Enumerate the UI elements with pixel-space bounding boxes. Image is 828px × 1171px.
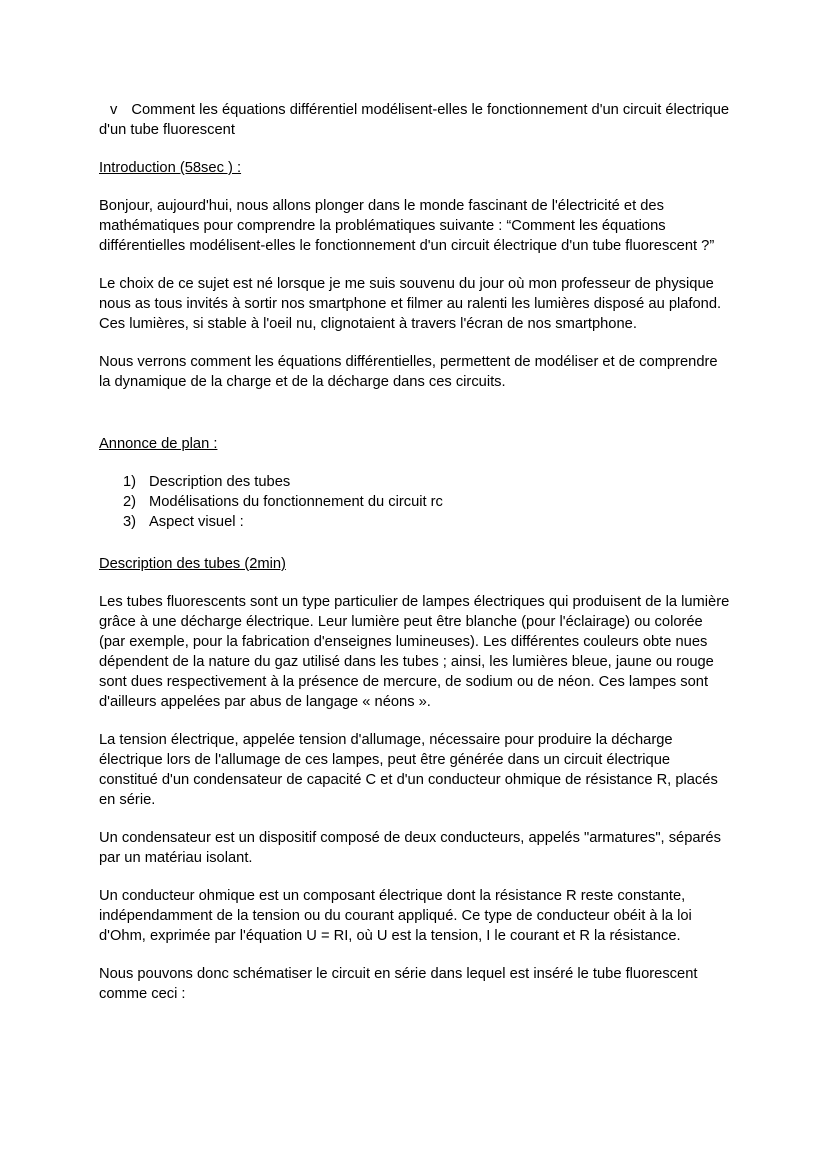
paragraph-intro-1: Bonjour, aujourd'hui, nous allons plonger dans le monde fascinant de l'électricité et des mathématiques pour comprendre la problématiques suivante : “Comment les équations différentielles modélisent-elles le fonctionnement d'un circuit électrique d'un tube fluorescent ?” bbox=[99, 198, 715, 254]
heading-introduction: Introduction (58sec ) : bbox=[99, 160, 242, 176]
paragraph-tubes-4: Un conducteur ohmique est un composant électrique dont la résistance R reste constante, indépendamment de la tension ou du courant appliqué. Ce type de conducteur obéit à la loi d'Ohm, exprimée par l'équation U = RI, où U est la tension, I le courant et R la résistance. bbox=[99, 888, 692, 944]
heading-description-tubes: Description des tubes (2min) bbox=[99, 556, 286, 572]
plan-item-label: Modélisations du fonctionnement du circuit rc bbox=[149, 494, 443, 510]
v-bullet-marker: v bbox=[110, 102, 118, 118]
opening-question bbox=[99, 100, 732, 140]
plan-list bbox=[99, 472, 732, 532]
paragraph-tubes-2: La tension électrique, appelée tension d'allumage, nécessaire pour produire la décharge électrique lors de l'allumage de ces lampes, peut être générée dans un circuit électrique constitué d'un condensateur de capacité C et d'un conducteur ohmique de résistance R, placés en série. bbox=[99, 732, 718, 808]
plan-item-number: 1) bbox=[123, 474, 137, 490]
plan-item-number: 2) bbox=[123, 494, 137, 510]
paragraph-tubes-1: Les tubes fluorescents sont un type particulier de lampes électriques qui produisent de la lumière grâce à une décharge électrique. Leur lumière peut être blanche (pour l'éclairage) ou colorée (par exemple, pour la fabrication d'enseignes lumineuses). Les différentes couleurs obte nues dépendent de la nature du gaz utilisé dans les tubes ; ainsi, les lumières bleue, jaune ou rouge sont dues respectivement à la présence de mercure, de sodium ou de néon. Ces lampes sont d'ailleurs appelées par abus de langage « néons ». bbox=[99, 594, 730, 710]
plan-list-item-1 bbox=[99, 472, 732, 492]
paragraph-intro-3: Nous verrons comment les équations différentielles, permettent de modéliser et de comprendre la dynamique de la charge et de la décharge dans ces circuits. bbox=[99, 354, 718, 390]
paragraph-tubes-5: Nous pouvons donc schématiser le circuit en série dans lequel est inséré le tube fluorescent comme ceci : bbox=[99, 966, 698, 1002]
plan-list-item-3 bbox=[99, 512, 732, 532]
paragraph-tubes-3: Un condensateur est un dispositif composé de deux conducteurs, appelés "armatures", séparés par un matériau isolant. bbox=[99, 830, 721, 866]
plan-list-item-2 bbox=[99, 492, 732, 512]
plan-item-label: Description des tubes bbox=[149, 474, 291, 490]
plan-item-number: 3) bbox=[123, 514, 137, 530]
plan-item-label: Aspect visuel : bbox=[149, 514, 244, 530]
heading-plan: Annonce de plan : bbox=[99, 436, 218, 452]
paragraph-intro-2: Le choix de ce sujet est né lorsque je me suis souvenu du jour où mon professeur de physique nous as tous invités à sortir nos smartphone et filmer au ralenti les lumières disposé au plafond. Ces lumières, si stable à l'oeil nu, clignotaient à travers l'écran de nos smartphone. bbox=[99, 276, 722, 332]
opening-question-text: Comment les équations différentiel modélisent-elles le fonctionnement d'un circuit électrique d'un tube fluorescent bbox=[99, 102, 730, 138]
